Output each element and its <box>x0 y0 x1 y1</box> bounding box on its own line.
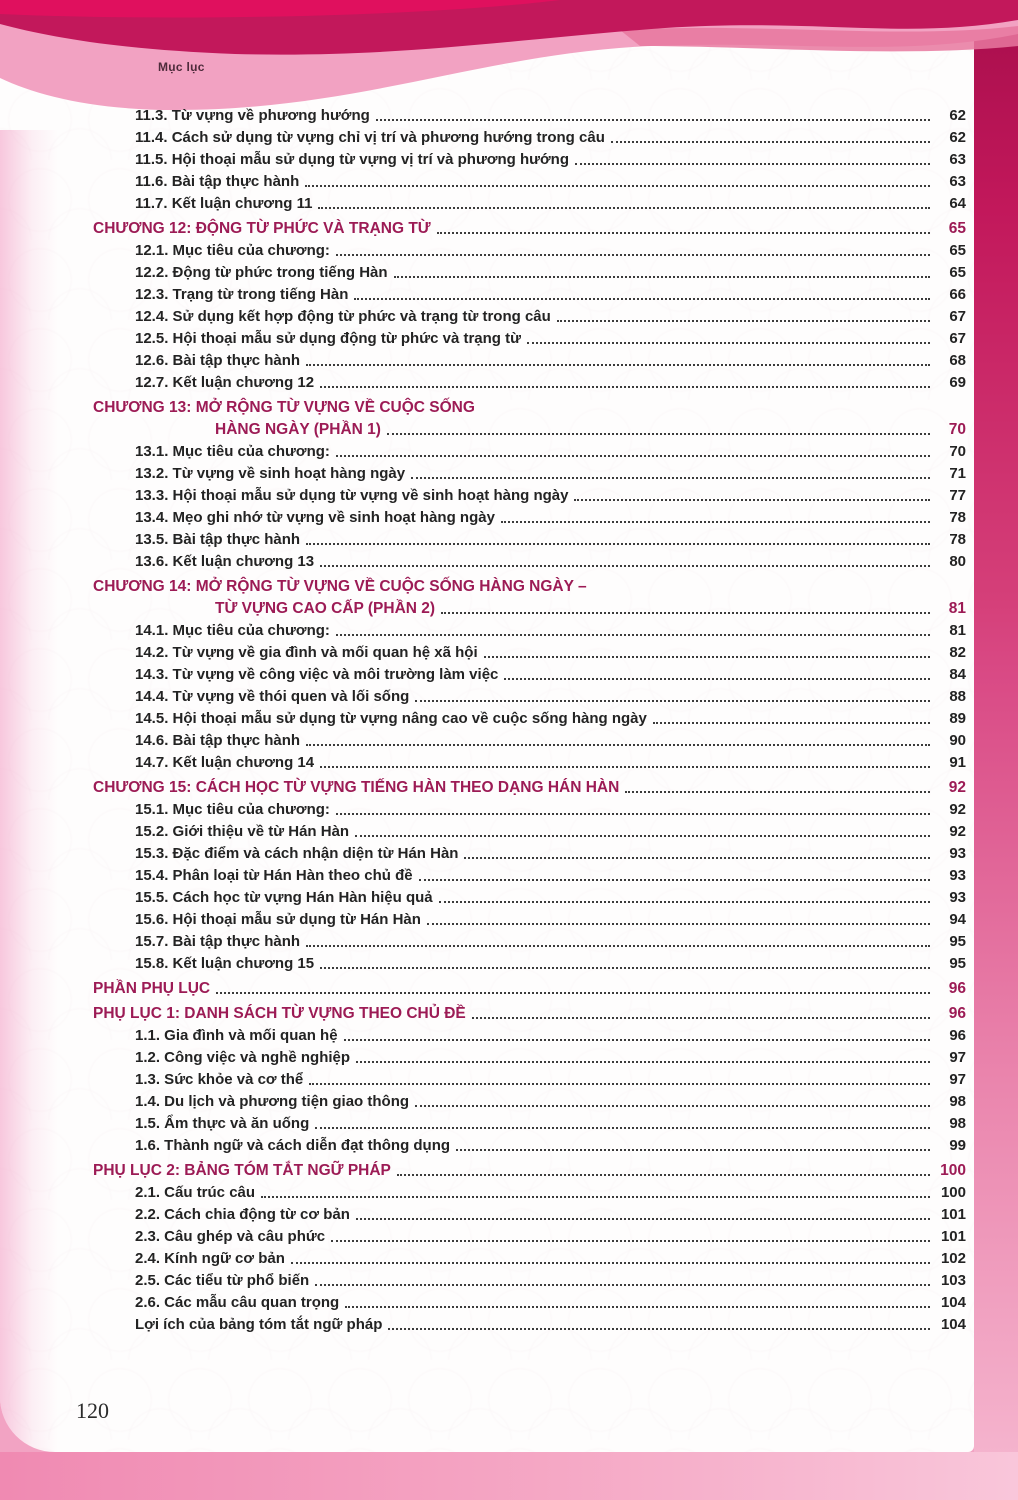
toc-leader-dots <box>336 634 930 636</box>
toc-entry <box>93 125 966 147</box>
toc-entry-page: 99 <box>949 1137 966 1154</box>
toc-entry-page: 62 <box>949 107 966 124</box>
toc-entry <box>93 1224 966 1246</box>
toc-entry <box>93 907 966 929</box>
toc-entry-page: 94 <box>949 911 966 928</box>
toc-entry-page: 97 <box>949 1071 966 1088</box>
toc-entry-page: 64 <box>949 195 966 212</box>
toc-entry-page: 78 <box>949 531 966 548</box>
toc-entry <box>93 841 966 863</box>
toc-entry <box>93 596 966 618</box>
toc-leader-dots <box>415 700 930 702</box>
toc-entry <box>93 260 966 282</box>
toc-entry-label: 1.6. Thành ngữ và cách diễn đạt thông dụng <box>135 1137 451 1154</box>
toc-entry <box>93 527 966 549</box>
toc-entry <box>93 1202 966 1224</box>
toc-entry <box>93 684 966 706</box>
toc-leader-dots <box>439 901 930 903</box>
toc-entry-page: 101 <box>940 1228 966 1245</box>
toc-entry <box>93 797 966 819</box>
toc-leader-dots <box>625 791 930 793</box>
toc-leader-dots <box>472 1017 930 1019</box>
toc-entry-page: 67 <box>949 330 966 347</box>
toc-leader-dots <box>306 945 930 947</box>
toc-entry <box>93 662 966 684</box>
toc-entry <box>93 863 966 885</box>
toc-entry-label: 14.2. Từ vựng về gia đình và mối quan hệ xã hội <box>135 644 478 661</box>
toc-leader-dots <box>527 342 930 344</box>
toc-entry-label: 12.4. Sử dụng kết hợp động từ phức và trạng từ trong câu <box>135 308 551 325</box>
toc-entry-page: 102 <box>940 1250 966 1267</box>
toc-entry <box>93 1180 966 1202</box>
toc-leader-dots <box>320 565 930 567</box>
toc-leader-dots <box>397 1174 930 1176</box>
toc-entry-page: 89 <box>949 710 966 727</box>
toc-entry-label: 1.2. Công việc và nghề nghiệp <box>135 1049 351 1066</box>
toc-entry <box>93 750 966 772</box>
toc-leader-dots <box>345 1306 930 1308</box>
toc-entry-label: 13.4. Mẹo ghi nhớ từ vựng về sinh hoạt hàng ngày <box>135 509 495 526</box>
toc-entry-label: 14.4. Từ vựng về thói quen và lối sống <box>135 688 410 705</box>
toc-entry-page: 90 <box>949 732 966 749</box>
toc-entry-page: 63 <box>949 151 966 168</box>
toc-entry <box>93 395 966 417</box>
toc-entry-label: 14.6. Bài tập thực hành <box>135 732 301 749</box>
toc-entry <box>93 348 966 370</box>
toc-leader-dots <box>504 678 930 680</box>
toc-entry-page: 96 <box>948 1005 966 1022</box>
toc-entry-label: 14.5. Hội thoại mẫu sử dụng từ vựng nâng cao về cuộc sống hàng ngày <box>135 710 647 727</box>
toc-entry-page: 92 <box>949 823 966 840</box>
toc-entry <box>93 147 966 169</box>
toc-entry <box>93 169 966 191</box>
toc-entry-page: 95 <box>949 933 966 950</box>
toc-leader-dots <box>336 254 930 256</box>
toc-entry-label: 12.7. Kết luận chương 12 <box>135 374 315 391</box>
toc-leader-dots <box>315 1127 930 1129</box>
toc-entry-page: 77 <box>949 487 966 504</box>
toc-entry <box>93 1001 966 1023</box>
toc-entry <box>93 819 966 841</box>
toc-leader-dots <box>306 744 930 746</box>
toc-entry-page: 96 <box>948 980 966 997</box>
toc-entry-page: 103 <box>940 1272 966 1289</box>
toc-leader-dots <box>653 722 930 724</box>
toc-entry-page: 70 <box>949 443 966 460</box>
toc-entry-page: 82 <box>949 644 966 661</box>
toc-entry-label: 2.1. Cấu trúc câu <box>135 1184 256 1201</box>
toc-entry-label: CHƯƠNG 13: MỞ RỘNG TỪ VỰNG VỀ CUỘC SỐNG <box>93 399 475 416</box>
toc-entry <box>93 951 966 973</box>
toc-leader-dots <box>331 1240 930 1242</box>
toc-leader-dots <box>315 1284 930 1286</box>
toc-leader-dots <box>320 386 930 388</box>
toc-entry-label: PHẦN PHỤ LỤC <box>93 980 211 997</box>
toc-entry <box>93 618 966 640</box>
toc-leader-dots <box>557 320 930 322</box>
toc-entry-label: HÀNG NGÀY (PHẦN 1) <box>215 421 381 438</box>
toc-entry <box>93 1067 966 1089</box>
toc-entry-label: 15.6. Hội thoại mẫu sử dụng từ Hán Hàn <box>135 911 421 928</box>
toc-entry-page: 62 <box>949 129 966 146</box>
toc-entry-page: 97 <box>949 1049 966 1066</box>
toc-entry-label: 12.3. Trạng từ trong tiếng Hàn <box>135 286 349 303</box>
toc-leader-dots <box>376 119 930 121</box>
toc-list <box>93 103 966 1334</box>
toc-entry-page: 67 <box>949 308 966 325</box>
toc-entry-page: 78 <box>949 509 966 526</box>
toc-entry <box>93 976 966 998</box>
toc-entry-label: 13.1. Mục tiêu của chương: <box>135 443 330 460</box>
toc-entry-page: 98 <box>949 1115 966 1132</box>
toc-entry <box>93 1268 966 1290</box>
toc-entry-page: 104 <box>940 1316 966 1333</box>
toc-entry <box>93 417 966 439</box>
page-number: 120 <box>76 1398 109 1423</box>
toc-leader-dots <box>394 276 930 278</box>
toc-entry-page: 104 <box>940 1294 966 1311</box>
toc-entry <box>93 1133 966 1155</box>
toc-entry <box>93 505 966 527</box>
toc-entry <box>93 728 966 750</box>
toc-leader-dots <box>354 298 930 300</box>
toc-entry <box>93 326 966 348</box>
toc-entry <box>93 439 966 461</box>
toc-leader-dots <box>387 433 930 435</box>
toc-entry <box>93 191 966 213</box>
toc-entry-label: 1.5. Ẩm thực và ăn uống <box>135 1115 310 1132</box>
toc-entry-page: 81 <box>949 622 966 639</box>
toc-leader-dots <box>437 232 930 234</box>
toc-leader-dots <box>415 1105 930 1107</box>
toc-entry-label: TỪ VỰNG CAO CẤP (PHẦN 2) <box>215 600 436 617</box>
toc-entry-label: 12.1. Mục tiêu của chương: <box>135 242 330 259</box>
toc-entry-page: 92 <box>948 779 966 796</box>
toc-entry-page: 91 <box>949 754 966 771</box>
toc-entry <box>93 282 966 304</box>
toc-entry <box>93 706 966 728</box>
toc-entry-page: 93 <box>949 845 966 862</box>
toc-leader-dots <box>306 543 930 545</box>
toc-entry-page: 92 <box>949 801 966 818</box>
toc-leader-dots <box>356 1218 930 1220</box>
toc-entry-page: 63 <box>949 173 966 190</box>
toc-entry-page: 65 <box>949 264 966 281</box>
toc-leader-dots <box>464 857 930 859</box>
toc-entry-label: CHƯƠNG 14: MỞ RỘNG TỪ VỰNG VỀ CUỘC SỐNG HÀNG NGÀY – <box>93 578 587 595</box>
toc-entry-label: CHƯƠNG 15: CÁCH HỌC TỪ VỰNG TIẾNG HÀN THEO DẠNG HÁN HÀN <box>93 779 620 796</box>
toc-entry <box>93 461 966 483</box>
right-pink-border-strip <box>974 0 1018 1500</box>
toc-leader-dots <box>419 879 930 881</box>
toc-entry-page: 100 <box>940 1162 966 1179</box>
toc-entry-label: 14.7. Kết luận chương 14 <box>135 754 315 771</box>
toc-leader-dots <box>501 521 930 523</box>
toc-entry-page: 65 <box>948 220 966 237</box>
toc-entry <box>93 775 966 797</box>
toc-leader-dots <box>411 477 930 479</box>
toc-entry-page: 69 <box>949 374 966 391</box>
toc-leader-dots <box>261 1196 930 1198</box>
toc-entry <box>93 1089 966 1111</box>
toc-entry-label: 15.2. Giới thiệu về từ Hán Hàn <box>135 823 350 840</box>
toc-entry-label: 2.3. Câu ghép và câu phức <box>135 1228 326 1245</box>
toc-entry-label: 1.1. Gia đình và mối quan hệ <box>135 1027 338 1044</box>
toc-leader-dots <box>291 1262 930 1264</box>
toc-entry <box>93 1158 966 1180</box>
toc-leader-dots <box>306 364 930 366</box>
toc-entry-label: 15.8. Kết luận chương 15 <box>135 955 315 972</box>
toc-entry-label: 15.5. Cách học từ vựng Hán Hàn hiệu quả <box>135 889 433 906</box>
page-header-label: Mục lục <box>158 60 205 74</box>
toc-entry-label: 15.4. Phân loại từ Hán Hàn theo chủ đề <box>135 867 413 884</box>
toc-entry-label: 12.6. Bài tập thực hành <box>135 352 301 369</box>
toc-entry-label: CHƯƠNG 12: ĐỘNG TỪ PHỨC VÀ TRẠNG TỪ <box>93 220 431 237</box>
toc-entry <box>93 238 966 260</box>
toc-entry-label: 14.3. Từ vựng về công việc và môi trường làm việc <box>135 666 499 683</box>
toc-leader-dots <box>318 207 930 209</box>
toc-entry <box>93 929 966 951</box>
toc-entry <box>93 549 966 571</box>
toc-entry <box>93 885 966 907</box>
toc-entry-page: 66 <box>949 286 966 303</box>
toc-leader-dots <box>336 813 930 815</box>
toc-leader-dots <box>427 923 930 925</box>
toc-leader-dots <box>305 185 930 187</box>
toc-entry <box>93 640 966 662</box>
toc-entry <box>93 1290 966 1312</box>
toc-entry-page: 93 <box>949 889 966 906</box>
toc-entry-label: 1.4. Du lịch và phương tiện giao thông <box>135 1093 410 1110</box>
toc-entry-page: 95 <box>949 955 966 972</box>
toc-entry-label: 2.5. Các tiểu từ phổ biến <box>135 1272 310 1289</box>
toc-leader-dots <box>575 163 930 165</box>
toc-entry-label: 11.5. Hội thoại mẫu sử dụng từ vựng vị trí và phương hướng <box>135 151 570 168</box>
toc-entry <box>93 216 966 238</box>
toc-entry-page: 70 <box>948 421 966 438</box>
toc-leader-dots <box>355 835 930 837</box>
toc-entry-label: 11.6. Bài tập thực hành <box>135 173 300 190</box>
toc-entry-label: 2.2. Cách chia động từ cơ bản <box>135 1206 350 1223</box>
toc-entry-page: 84 <box>949 666 966 683</box>
toc-entry-label: 11.4. Cách sử dụng từ vựng chỉ vị trí và phương hướng trong câu <box>135 129 605 146</box>
toc-entry <box>93 304 966 326</box>
toc-leader-dots <box>344 1039 930 1041</box>
toc-leader-dots <box>388 1328 930 1330</box>
toc-entry-page: 81 <box>948 600 966 617</box>
toc-leader-dots <box>216 992 930 994</box>
toc-entry <box>93 483 966 505</box>
toc-entry-label: PHỤ LỤC 1: DANH SÁCH TỪ VỰNG THEO CHỦ ĐỀ <box>93 1005 466 1022</box>
toc-entry-page: 101 <box>940 1206 966 1223</box>
toc-entry-page: 80 <box>949 553 966 570</box>
toc-entry-page: 68 <box>949 352 966 369</box>
toc-entry-label: 15.3. Đặc điểm và cách nhận diện từ Hán Hàn <box>135 845 459 862</box>
toc-entry-label: 2.6. Các mẫu câu quan trọng <box>135 1294 340 1311</box>
toc-entry <box>93 1246 966 1268</box>
toc-entry <box>93 1023 966 1045</box>
toc-entry <box>93 370 966 392</box>
toc-entry-label: 2.4. Kính ngữ cơ bản <box>135 1250 285 1267</box>
toc-entry-page: 100 <box>940 1184 966 1201</box>
toc-leader-dots <box>574 499 930 501</box>
toc-entry-label: Lợi ích của bảng tóm tắt ngữ pháp <box>135 1316 383 1333</box>
bottom-pink-border-strip <box>0 1452 1018 1500</box>
toc-entry-label: 13.6. Kết luận chương 13 <box>135 553 315 570</box>
toc-entry-label: 13.2. Từ vựng về sinh hoạt hàng ngày <box>135 465 406 482</box>
toc-entry-page: 65 <box>949 242 966 259</box>
toc-entry <box>93 1111 966 1133</box>
toc-entry-label: 11.3. Từ vựng về phương hướng <box>135 107 370 124</box>
toc-entry-page: 93 <box>949 867 966 884</box>
toc-entry <box>93 1045 966 1067</box>
toc-leader-dots <box>456 1149 930 1151</box>
toc-leader-dots <box>484 656 930 658</box>
toc-entry-label: PHỤ LỤC 2: BẢNG TÓM TẮT NGỮ PHÁP <box>93 1162 391 1179</box>
toc-entry-label: 14.1. Mục tiêu của chương: <box>135 622 330 639</box>
toc-leader-dots <box>356 1061 930 1063</box>
toc-entry-page: 98 <box>949 1093 966 1110</box>
toc-leader-dots <box>611 141 930 143</box>
toc-leader-dots <box>320 967 930 969</box>
toc-leader-dots <box>309 1083 930 1085</box>
toc-entry <box>93 574 966 596</box>
toc-entry-label: 11.7. Kết luận chương 11 <box>135 195 313 212</box>
toc-entry <box>93 103 966 125</box>
toc-entry-page: 71 <box>949 465 966 482</box>
toc-entry-label: 15.1. Mục tiêu của chương: <box>135 801 330 818</box>
toc-leader-dots <box>320 766 930 768</box>
toc-entry-label: 13.3. Hội thoại mẫu sử dụng từ vựng về sinh hoạt hàng ngày <box>135 487 569 504</box>
toc-entry-label: 13.5. Bài tập thực hành <box>135 531 301 548</box>
toc-leader-dots <box>441 612 930 614</box>
toc-entry-label: 15.7. Bài tập thực hành <box>135 933 301 950</box>
toc-entry-label: 12.2. Động từ phức trong tiếng Hàn <box>135 264 388 281</box>
toc-entry-page: 96 <box>949 1027 966 1044</box>
toc-entry-page: 88 <box>949 688 966 705</box>
toc-entry-label: 12.5. Hội thoại mẫu sử dụng động từ phức và trạng từ <box>135 330 521 347</box>
toc-entry-label: 1.3. Sức khỏe và cơ thể <box>135 1071 304 1088</box>
toc-entry <box>93 1312 966 1334</box>
toc-leader-dots <box>336 455 930 457</box>
